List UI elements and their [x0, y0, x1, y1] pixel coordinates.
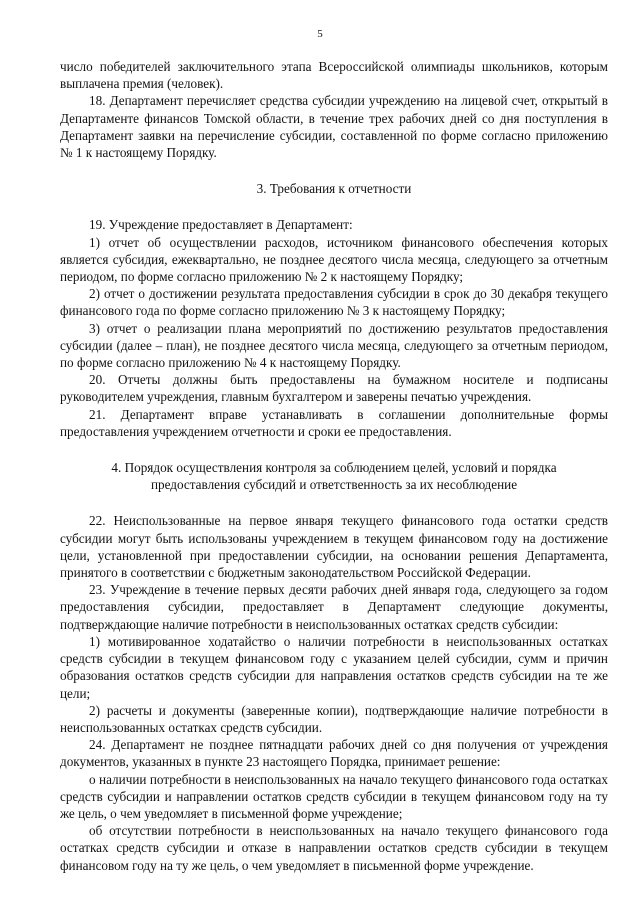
paragraph-19-item-3: 3) отчет о реализации плана мероприятий по достижению результатов предоставления субсидии (далее – план), не позднее десятого числа месяца, следующего за отчетным периодом, по форме согласно приложению № 4 к настоящему Порядку.	[60, 320, 608, 371]
paragraph-23-item-1: 1) мотивированное ходатайство о наличии потребности в неиспользованных остатках средств субсидии в текущем финансовом году с указанием целей субсидии, сумм и причин образования остатков средств субсидии для направления остатков средств субсидии на те же цели;	[60, 633, 608, 701]
section-4-heading-line-1: 4. Порядок осуществления контроля за соблюдением целей, условий и порядка	[111, 460, 557, 476]
paragraph-22: 22. Неиспользованные на первое января текущего финансового года остатки средств субсидии могут быть использованы учреждением в текущем финансовом году на достижение цели, установленной при предоставлении субсидии, на основании решения Департамента, принятого в соответствии с бюджетным законодательством Российской Федерации.	[60, 513, 608, 581]
paragraph-21: 21. Департамент вправе устанавливать в соглашении дополнительные формы предоставления учреждением отчетности и сроки ее предоставления.	[60, 406, 608, 439]
paragraph-24-option-2: об отсутствии потребности в неиспользованных на начало текущего финансового года остатках средств субсидии и отказе в направлении остатков средств субсидии в текущем финансовом году на ту же цель, о чем уведомляет в письменной форме учреждение.	[60, 823, 608, 873]
paragraph-19-item-1: 1) отчет об осуществлении расходов, источником финансового обеспечения которых является субсидия, ежеквартально, не позднее десятого числа месяца, следующего за отчетным периодом, по форме согласно приложению № 2 к настоящему Порядку;	[60, 234, 608, 285]
section-3-body	[60, 216, 608, 440]
paragraph-19: 19. Учреждение предоставляет в Департамент:	[89, 217, 353, 233]
paragraph-24-option-1: о наличии потребности в неиспользованных на начало текущего финансового года остатках средств субсидии и направлении остатков средств субсидии в текущем финансовом году на ту же цель, о чем уведомляет в письменной форме учреждение;	[60, 771, 608, 821]
paragraph-19-item-2: 2) отчет о достижении результата предоставления субсидии в срок до 30 декабря текущего финансового года по форме согласно приложению № 3 к настоящему Порядку;	[60, 286, 608, 319]
paragraph-23-item-2: 2) расчеты и документы (заверенные копии), подтверждающие наличие потребности в неиспользованных остатках средств субсидии.	[60, 702, 608, 735]
section-4-body	[60, 512, 608, 873]
paragraph-20: 20. Отчеты должны быть предоставлены на бумажном носителе и подписаны руководителем учреждения, главным бухгалтером и заверены печатью учреждения.	[60, 372, 608, 405]
paragraph-23: 23. Учреждение в течение первых десяти рабочих дней января года, следующего за годом предоставления субсидии, предоставляет в Департамент следующие документы, подтверждающие наличие потребности в неиспользованных остатках средств субсидии:	[60, 582, 608, 632]
paragraph-24: 24. Департамент не позднее пятнадцати рабочих дней со дня получения от учреждения документов, указанных в пункте 23 настоящего Порядка, принимает решение:	[60, 737, 608, 770]
section-4-heading	[60, 459, 608, 493]
section-3-heading: 3. Требования к отчетности	[256, 181, 412, 197]
paragraph-18: 18. Департамент перечисляет средства субсидии учреждению на лицевой счет, открытый в Департаменте финансов Томской области, в течение трех рабочих дней со дня поступления в Департамент заявки на перечисление субсидии, составленной по форме согласно приложению № 1 к настоящему Порядку.	[60, 93, 608, 161]
section-4-heading-line-2: предоставления субсидий и ответственность за их несоблюдение	[150, 477, 518, 493]
page-number: 5	[317, 28, 323, 40]
document-body	[60, 58, 608, 874]
paragraph-continuation: число победителей заключительного этапа Всероссийской олимпиады школьников, которым выплачена премия (человек).	[60, 59, 608, 92]
